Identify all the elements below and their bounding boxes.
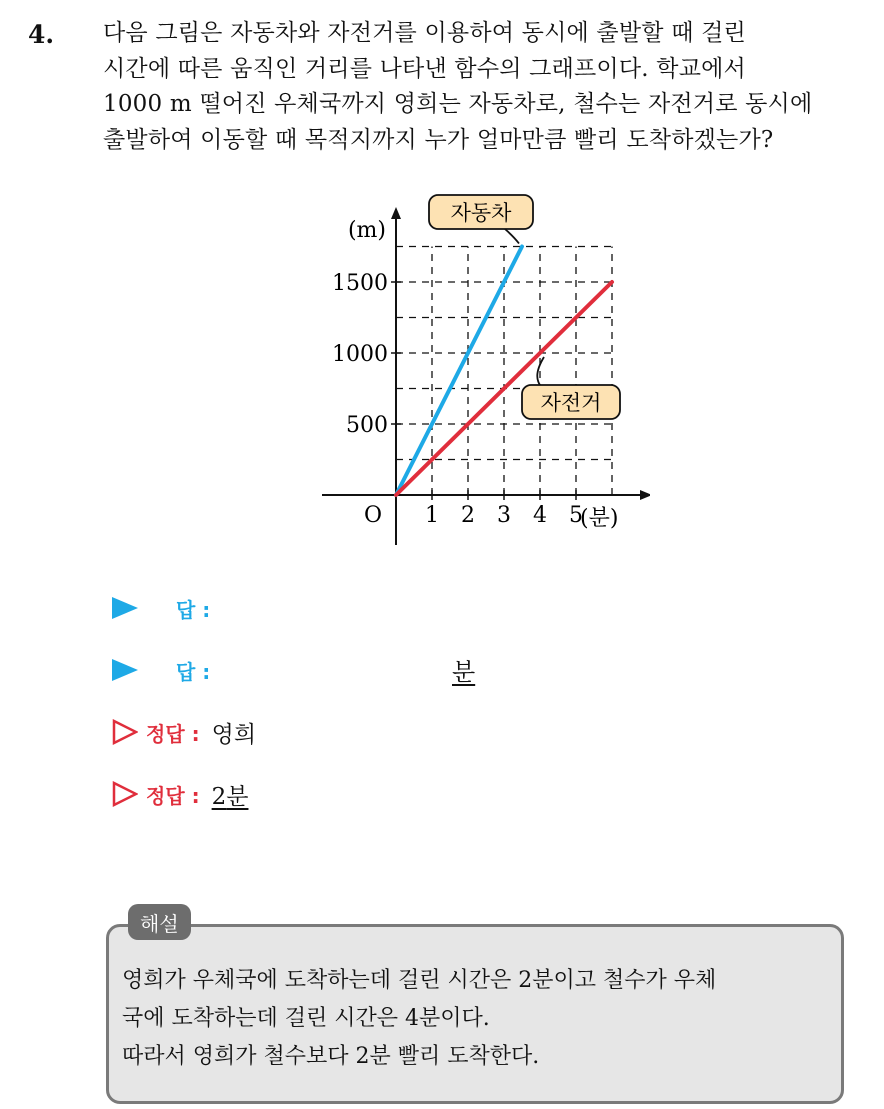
correct-answer-number: 2 xyxy=(211,783,227,810)
y-axis-label: (m) xyxy=(347,218,386,243)
question-line: 출발하여 이동할 때 목적지까지 누가 얼마만큼 빨리 도착하겠는가? xyxy=(103,126,774,153)
x-tick-label: 5 xyxy=(569,503,583,528)
car-callout-label: 자동차 xyxy=(450,201,512,225)
distance-time-graph xyxy=(300,185,650,550)
y-axis-arrow xyxy=(391,207,401,219)
explanation-line: 국에 도착하는데 걸린 시간은 4분이다. xyxy=(122,1006,490,1031)
explanation-text xyxy=(122,962,837,1076)
x-tick-label: 2 xyxy=(461,503,475,528)
explanation-line: 따라서 영희가 철수보다 2분 빨리 도착한다. xyxy=(122,1044,540,1069)
question-line: 시간에 따른 움직인 거리를 나타낸 함수의 그래프이다. 학교에서 xyxy=(103,55,746,82)
x-tick-label: 4 xyxy=(533,503,547,528)
answer-row-1 xyxy=(112,588,210,628)
correct-answer-label: 정답 : xyxy=(146,783,200,808)
question-line: 1000 m 떨어진 우체국까지 영희는 자동차로, 철수는 자전거로 동시에 xyxy=(103,91,813,117)
explanation-line: 영희가 우체국에 도착하는데 걸린 시간은 2분이고 철수가 우체 xyxy=(122,968,717,993)
correct-answer-label: 정답 : xyxy=(146,721,200,746)
answer-row-2 xyxy=(112,650,210,690)
x-tick-label: 1 xyxy=(425,503,439,528)
question-text xyxy=(103,16,863,158)
explanation-tag: 해설 xyxy=(128,904,191,940)
question-line: 다음 그림은 자동차와 자전거를 이용하여 동시에 출발할 때 걸린 xyxy=(103,20,746,46)
y-tick-label: 1000 xyxy=(332,342,388,367)
answer-label: 답 : xyxy=(176,597,211,622)
outline-triangle-icon xyxy=(112,719,138,745)
play-triangle-icon xyxy=(112,659,138,681)
outline-triangle-icon xyxy=(112,781,138,807)
answer-unit: 분 xyxy=(452,658,476,686)
x-tick-label: 3 xyxy=(497,503,511,528)
x-axis-arrow xyxy=(640,490,650,500)
y-tick-label: 500 xyxy=(346,413,388,438)
bicycle-callout-label: 자전거 xyxy=(540,391,602,415)
y-tick-label: 1500 xyxy=(332,271,388,296)
car-callout-pointer xyxy=(505,229,519,244)
question-number: 4. xyxy=(28,20,55,49)
origin-label: O xyxy=(363,503,382,528)
play-triangle-icon xyxy=(112,597,138,619)
correct-answer-unit: 분 xyxy=(226,783,249,810)
correct-answer-value: 영희 xyxy=(211,721,257,748)
x-axis-label: (분) xyxy=(580,506,619,531)
correct-answer-value xyxy=(212,778,249,811)
correct-answer-row-2 xyxy=(112,774,248,814)
car-line xyxy=(396,247,522,496)
answer-label: 답 : xyxy=(176,659,211,684)
correct-answer-row-1 xyxy=(112,712,256,752)
